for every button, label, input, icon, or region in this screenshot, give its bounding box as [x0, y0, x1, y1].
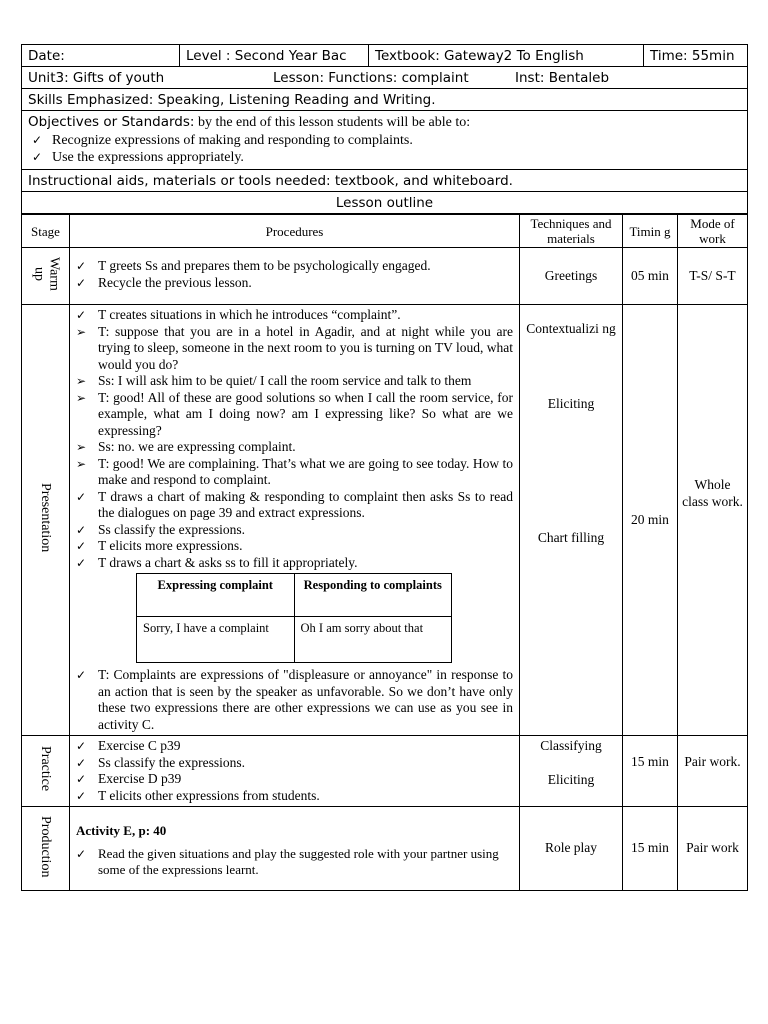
lesson-label: Lesson: Functions: complaint	[273, 69, 469, 86]
presentation-mode: Whole class work.	[678, 305, 748, 736]
instructor-label: Inst: Bentaleb	[515, 69, 610, 86]
procedures-header: Procedures	[70, 215, 520, 248]
time-cell: Time: 55min	[644, 45, 748, 67]
chart-cell-responding: Oh I am sorry about that	[294, 617, 452, 663]
header-table	[21, 44, 748, 214]
textbook-cell: Textbook: Gateway2 To English	[369, 45, 644, 67]
lesson-outline-title: Lesson outline	[22, 192, 748, 214]
practice-technique-2: Eliciting	[547, 771, 595, 787]
check-icon	[32, 133, 52, 148]
procedure-item: T: good! All of these are good solutions so when I call the room service, for example, what am I doing now? am I expressing like? So what are we expressing?	[98, 389, 513, 438]
procedure-item: Read the given situations and play the suggested role with your partner using some of the expressions learnt.	[98, 845, 499, 877]
check-icon: ✓	[76, 308, 87, 322]
objectives-intro: by the end of this lesson students will be able to:	[194, 115, 471, 130]
arrow-bullet-icon: ➢	[76, 374, 87, 388]
presentation-row	[22, 305, 748, 736]
objectives-label: Objectives or Standards:	[28, 114, 195, 130]
warmup-mode: T-S/ S-T	[678, 248, 748, 305]
stage-label-warmup: Warm up	[31, 256, 62, 291]
check-icon: ✓	[76, 755, 87, 770]
stage-label-practice: Practice	[38, 746, 53, 792]
presentation-technique-3: Chart filling	[537, 530, 605, 545]
practice-timing: 15 min	[623, 736, 678, 807]
techniques-header: Techniques and materials	[520, 215, 623, 248]
procedure-item: T: suppose that you are in a hotel in Agadir, and at night while you are trying to sleep, someone in the next room to you is turning on TV loud, what would you do?	[98, 323, 513, 372]
procedure-item: T greets Ss and prepares them to be psychologically engaged.	[98, 258, 431, 273]
procedure-table	[21, 214, 748, 891]
presentation-technique-2: Eliciting	[547, 395, 595, 411]
presentation-technique-1: Contextualizi ng	[526, 321, 616, 336]
check-icon: ✓	[76, 522, 87, 537]
presentation-timing: 20 min	[623, 305, 678, 736]
procedure-item: Exercise C p39	[98, 738, 181, 753]
activity-title: Activity E, p: 40	[76, 823, 167, 838]
procedure-item: T elicits other expressions from students.	[98, 787, 320, 803]
check-icon	[32, 150, 52, 165]
check-icon: ✓	[76, 668, 87, 682]
check-icon: ✓	[76, 772, 87, 786]
practice-technique-1: Classifying	[540, 738, 602, 753]
unit-label: Unit3: Gifts of youth	[28, 69, 165, 86]
procedure-item: T: good! We are complaining. That’s what we are going to see today. How to make and respond to complaint.	[98, 455, 513, 487]
stage-header: Stage	[22, 215, 70, 248]
timing-header: Timin g	[623, 215, 678, 248]
procedure-item: Ss classify the expressions.	[98, 521, 245, 537]
practice-mode: Pair work.	[678, 736, 748, 807]
procedure-item: Ss: I will ask him to be quiet/ I call the room service and talk to them	[98, 373, 472, 388]
procedure-item: T draws a chart & asks ss to fill it appropriately.	[98, 554, 358, 570]
check-icon: ✓	[76, 846, 87, 861]
production-timing: 15 min	[623, 807, 678, 891]
production-row	[22, 807, 748, 891]
procedure-item: Ss: no. we are expressing complaint.	[98, 439, 296, 454]
warmup-technique: Greetings	[520, 248, 623, 305]
arrow-bullet-icon: ➢	[76, 440, 87, 454]
lesson-plan	[21, 44, 747, 891]
objective-item: Use the expressions appropriately.	[52, 150, 244, 165]
warmup-timing: 05 min	[623, 248, 678, 305]
procedure-item: T creates situations in which he introduces “complaint”.	[98, 307, 401, 322]
procedure-item: Recycle the previous lesson.	[98, 274, 252, 290]
arrow-bullet-icon: ➢	[76, 324, 87, 339]
skills-cell: Skills Emphasized: Speaking, Listening Reading and Writing.	[22, 89, 748, 111]
check-icon: ✓	[76, 489, 87, 504]
procedure-item: Ss classify the expressions.	[98, 754, 245, 770]
arrow-bullet-icon: ➢	[76, 390, 87, 405]
procedure-item: Exercise D p39	[98, 771, 182, 786]
warmup-row	[22, 248, 748, 305]
production-technique: Role play	[520, 807, 623, 891]
stage-label-production: Production	[38, 815, 53, 877]
production-mode: Pair work	[678, 807, 748, 891]
complaint-chart	[136, 573, 452, 663]
level-cell: Level : Second Year Bac	[180, 45, 369, 67]
check-icon: ✓	[76, 539, 87, 553]
objective-item: Recognize expressions of making and responding to complaints.	[52, 133, 413, 148]
check-icon: ✓	[76, 259, 87, 273]
chart-header-expressing: Expressing complaint	[137, 574, 295, 617]
practice-row	[22, 736, 748, 807]
procedure-item: T elicits more expressions.	[98, 538, 243, 553]
check-icon: ✓	[76, 555, 87, 570]
procedure-item: T draws a chart of making & responding to complaint then asks Ss to read the dialogues on page 39 and extract expressions.	[98, 488, 513, 520]
stage-label-presentation: Presentation	[38, 483, 53, 553]
mode-header: Mode of work	[678, 215, 748, 248]
chart-header-responding: Responding to complaints	[294, 574, 452, 617]
arrow-bullet-icon: ➢	[76, 456, 87, 471]
aids-cell: Instructional aids, materials or tools needed: textbook, and whiteboard.	[22, 170, 748, 192]
date-cell: Date:	[22, 45, 180, 67]
procedure-item: T: Complaints are expressions of "displeasure or annoyance" in response to an action that is seen by the speaker as unfavorable. So we don’t have only these two expressions there are other expressions we can use as you see in activity C.	[98, 667, 513, 732]
chart-cell-expressing: Sorry, I have a complaint	[137, 617, 295, 663]
check-icon: ✓	[76, 275, 87, 290]
check-icon: ✓	[76, 739, 87, 753]
check-icon: ✓	[76, 788, 87, 803]
